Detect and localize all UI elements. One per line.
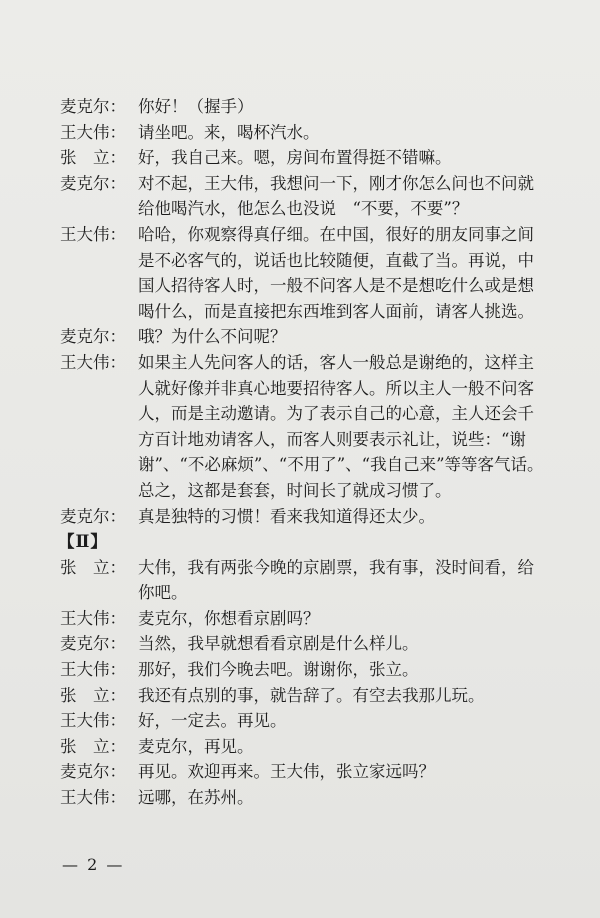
dialogue-line bbox=[0, 785, 600, 811]
line-text: 好，一定去。再见。 bbox=[138, 711, 287, 731]
speaker-name: 麦克尔： bbox=[60, 97, 126, 116]
dialogue-line bbox=[0, 145, 600, 171]
dialogue-line bbox=[0, 708, 600, 734]
section-heading-line bbox=[0, 529, 600, 555]
dialogue-line bbox=[0, 324, 600, 350]
line-text: 哈哈，你观察得真仔细。在中国，很好的朋友同事之间 bbox=[138, 224, 534, 244]
dialogue-line bbox=[0, 759, 600, 785]
speaker-name: 麦克尔： bbox=[60, 173, 126, 193]
line-text: 如果主人先问客人的话，客人一般总是谢绝的，这样主 bbox=[138, 352, 534, 372]
line-text: 总之，这都是套套，时间长了就成习惯了。 bbox=[138, 480, 452, 500]
dialogue-line bbox=[0, 171, 600, 197]
dialogue-line bbox=[0, 222, 600, 248]
speaker-name: 张 立： bbox=[60, 148, 126, 168]
speaker-name: 张 立： bbox=[60, 736, 126, 756]
line-text: 再见。欢迎再来。王大伟，张立家远吗？ bbox=[138, 762, 435, 782]
speaker-name: 王大伟： bbox=[60, 224, 126, 244]
dialogue-line bbox=[0, 452, 600, 478]
line-text: 那好，我们今晚去吧。谢谢你，张立。 bbox=[138, 660, 419, 680]
line-text: 谢”、“不必麻烦”、“不用了”、“我自己来”等等客气话。 bbox=[138, 455, 544, 475]
dialogue-line bbox=[0, 350, 600, 376]
dialogue-line bbox=[0, 580, 600, 606]
dialogue-line bbox=[0, 376, 600, 402]
line-text: 人就好像并非真心地要招待客人。所以主人一般不问客 bbox=[138, 378, 534, 398]
dialogue-line bbox=[0, 299, 600, 325]
speaker-name: 麦克尔： bbox=[60, 506, 126, 526]
line-text: 远哪，在苏州。 bbox=[138, 788, 254, 808]
dialogue-line bbox=[0, 427, 600, 453]
speaker-name: 麦克尔： bbox=[60, 634, 126, 654]
speaker-name: 王大伟： bbox=[60, 352, 126, 372]
speaker-name: 王大伟： bbox=[60, 608, 126, 628]
section-heading: 【Ⅱ】 bbox=[58, 532, 108, 552]
line-text: 我还有点别的事，就告辞了。有空去我那儿玩。 bbox=[138, 685, 485, 705]
dialogue-line bbox=[0, 504, 600, 530]
line-text: 对不起，王大伟，我想问一下，刚才你怎么问也不问就 bbox=[138, 173, 534, 193]
speaker-name: 张 立： bbox=[60, 557, 126, 577]
speaker-name: 王大伟： bbox=[60, 711, 126, 731]
dialogue-line bbox=[0, 631, 600, 657]
line-text: 当然，我早就想看看京剧是什么样儿。 bbox=[138, 634, 419, 654]
speaker-name: 张 立： bbox=[60, 685, 126, 705]
dialogue-line bbox=[0, 120, 600, 146]
line-text: 哦？为什么不问呢？ bbox=[138, 327, 287, 347]
line-text: 好，我自己来。嗯，房间布置得挺不错嘛。 bbox=[138, 148, 452, 168]
line-text: 真是独特的习惯！看来我知道得还太少。 bbox=[138, 506, 435, 526]
dialogue-line bbox=[0, 196, 600, 222]
dialogue-line bbox=[0, 657, 600, 683]
line-text: 国人招待客人时，一般不问客人是不是想吃什么或是想 bbox=[138, 276, 534, 296]
speaker-name: 麦克尔： bbox=[60, 762, 126, 782]
line-text: 你吧。 bbox=[138, 583, 188, 603]
dialogue-line bbox=[0, 683, 600, 709]
dialogue-line bbox=[0, 248, 600, 274]
dialogue-line bbox=[0, 734, 600, 760]
dialogue-line bbox=[0, 94, 600, 120]
line-text: 麦克尔，你想看京剧吗？ bbox=[138, 608, 320, 628]
speaker-name: 王大伟： bbox=[60, 788, 126, 808]
line-text: 你好！（握手） bbox=[138, 97, 254, 116]
line-text: 大伟，我有两张今晚的京剧票，我有事，没时间看，给 bbox=[138, 557, 534, 577]
dialogue-line bbox=[0, 555, 600, 581]
speaker-name: 王大伟： bbox=[60, 122, 126, 142]
dialogue-line bbox=[0, 606, 600, 632]
dialogue-line bbox=[0, 273, 600, 299]
dialogue-line bbox=[0, 478, 600, 504]
dialogue-line bbox=[0, 401, 600, 427]
line-text: 给他喝汽水，他怎么也没说 “不要，不要”？ bbox=[138, 199, 469, 219]
line-text: 是不必客气的，说话也比较随便，直截了当。再说，中 bbox=[138, 250, 534, 270]
speaker-name: 麦克尔： bbox=[60, 327, 126, 347]
page-number: — 2 — bbox=[62, 855, 125, 874]
dialogue-text bbox=[0, 94, 600, 811]
line-text: 喝什么，而是直接把东西堆到客人面前，请客人挑选。 bbox=[138, 301, 534, 321]
line-text: 方百计地劝请客人，而客人则要表示礼让，说些：“谢 bbox=[138, 429, 526, 449]
line-text: 请坐吧。来，喝杯汽水。 bbox=[138, 122, 320, 142]
line-text: 人，而是主动邀请。为了表示自己的心意，主人还会千 bbox=[138, 404, 534, 424]
speaker-name: 王大伟： bbox=[60, 660, 126, 680]
line-text: 麦克尔，再见。 bbox=[138, 736, 254, 756]
